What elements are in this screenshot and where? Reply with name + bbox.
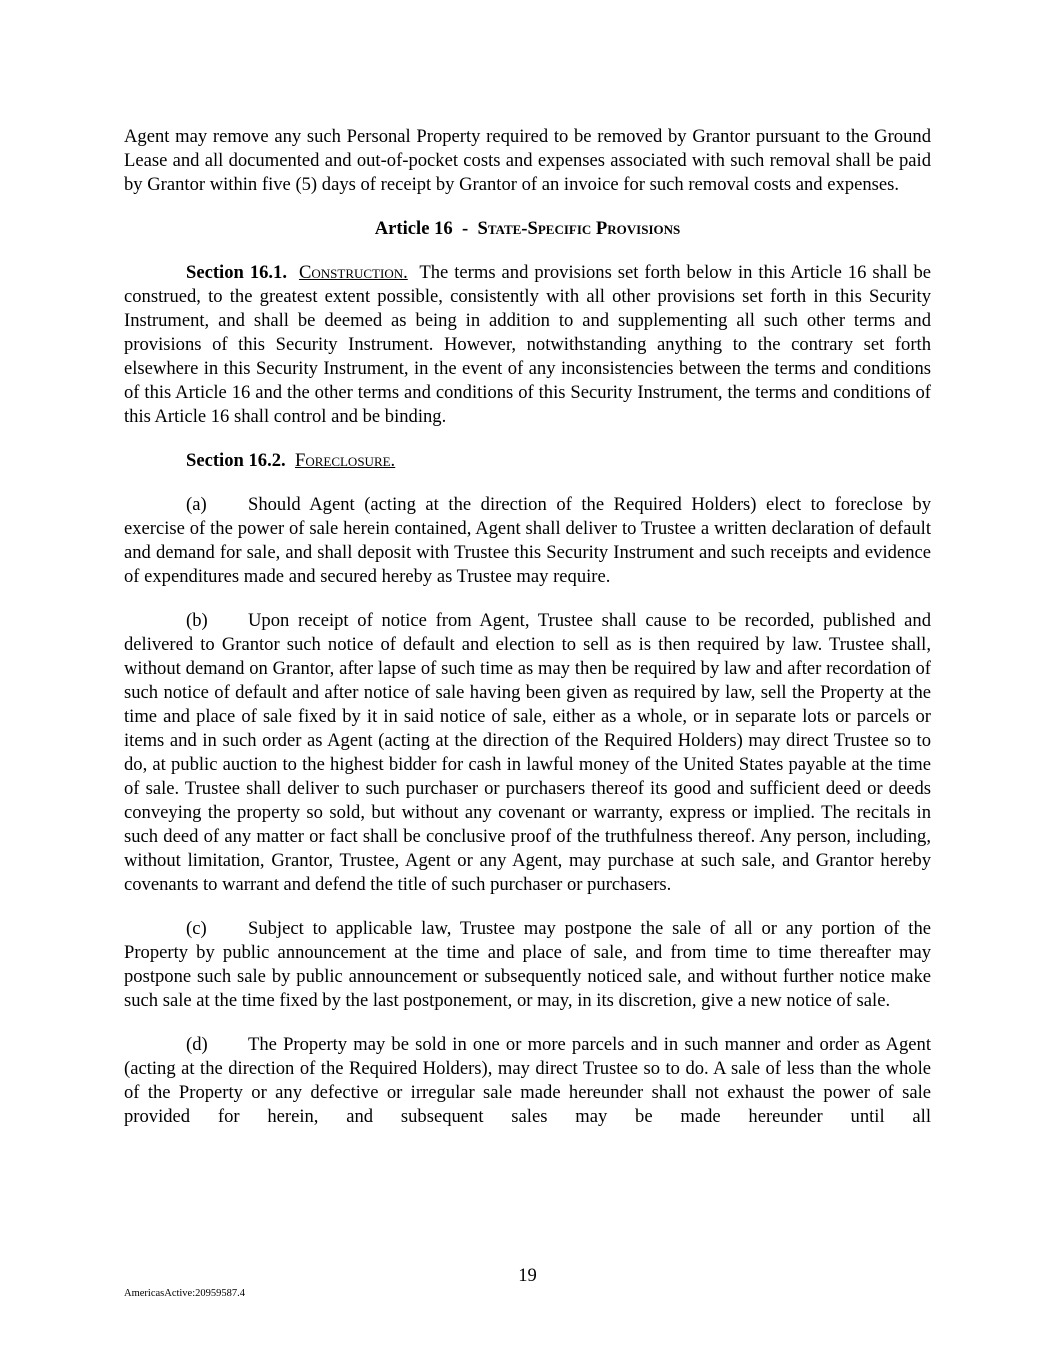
subsection-b-label: (b): [186, 610, 208, 631]
section-16-1: [124, 261, 931, 429]
section-16-1-title: Construction.: [298, 262, 408, 283]
article-heading: [124, 217, 931, 241]
intro-paragraph: Agent may remove any such Personal Property required to be removed by Grantor pursuant to the Ground Lease and all documented and out-of-pocket costs and expenses associated with such removal shall be paid by Grantor within five (5) days of receipt by Grantor of an invoice for such removal costs and expenses.: [124, 126, 931, 195]
section-16-2-number: Section 16.2.: [186, 450, 286, 471]
subsection-d-label: (d): [186, 1034, 208, 1055]
article-separator: -: [461, 218, 469, 239]
subsection-a: [124, 493, 931, 589]
subsection-a-label: (a): [186, 494, 207, 515]
subsection-d-text: The Property may be sold in one or more parcels and in such manner and order as Agent (acting at the direction of the Required Holders), may direct Trustee so to do. A sale of less than the whole of the Property or any defective or irregular sale made hereunder shall not exhaust the power of sale provided for herein, and subsequent sales may be made hereunder until all: [124, 1034, 931, 1127]
article-title: State-Specific Provisions: [477, 218, 681, 239]
article-label: Article 16: [374, 218, 453, 239]
subsection-c-label: (c): [186, 918, 207, 939]
section-16-1-text: The terms and provisions set forth below in this Article 16 shall be construed, to the greatest extent possible, consistently with all other provisions set forth in this Security Instrument, and shall be deemed as being in addition to and supplementing all such other terms and provisions of this Security Instrument. However, notwithstanding anything to the contrary set forth elsewhere in this Security Instrument, in the event of any inconsistencies between the terms and conditions of this Article 16 and the other terms and conditions of this Security Instrument, the terms and conditions of this Article 16 shall control and be binding.: [124, 262, 932, 427]
subsection-c: [124, 917, 931, 1013]
subsection-c-text: Subject to applicable law, Trustee may postpone the sale of all or any portion of the Property by public announcement at the time and place of sale, and from time to time thereafter may postpone such sale by public announcement or subsequently noticed sale, and without further notice make such sale at the time fixed by the last postponement, or may, in its discretion, give a new notice of sale.: [124, 918, 931, 1011]
subsection-a-text: Should Agent (acting at the direction of the Required Holders) elect to foreclose by exercise of the power of sale herein contained, Agent shall deliver to Trustee a written declaration of default and demand for sale, and shall deposit with Trustee this Security Instrument and such receipts and evidence of expenditures made and secured hereby as Trustee may require.: [124, 494, 931, 587]
page-number: 19: [518, 1265, 537, 1286]
section-16-2-title: Foreclosure.: [294, 450, 396, 471]
subsection-d: [124, 1033, 931, 1129]
section-16-1-number: Section 16.1.: [186, 262, 288, 283]
document-footer-id: AmericasActive:20959587.4: [124, 1288, 246, 1299]
document-page: [124, 125, 931, 1149]
subsection-b-text: Upon receipt of notice from Agent, Trustee shall cause to be recorded, published and delivered to Grantor such notice of default and election to sell as is then required by law. Trustee shall, without demand on Grantor, after lapse of such time as may then be required by law and after recordation of such notice of default and after notice of sale having been given as required by law, sell the Property at the time and place of sale fixed by it in said notice of sale, either as a whole, or in separate lots or parcels or items and in such order as Agent (acting at the direction of the Required Holders) may direct Trustee so to do, at public auction to the highest bidder for cash in lawful money of the United States payable at the time of sale. Trustee shall deliver to such purchaser or purchasers thereof its good and sufficient deed or deeds conveying the property so sold, but without any covenant or warranty, express or implied. The recitals in such deed of any matter or fact shall be conclusive proof of the truthfulness thereof. Any person, including, without limitation, Grantor, Trustee, Agent or any Agent, may purchase at such sale, and Grantor hereby covenants to warrant and defend the title of such purchaser or purchasers.: [124, 610, 931, 895]
subsection-b: [124, 609, 931, 897]
section-16-2-heading: [124, 449, 931, 473]
